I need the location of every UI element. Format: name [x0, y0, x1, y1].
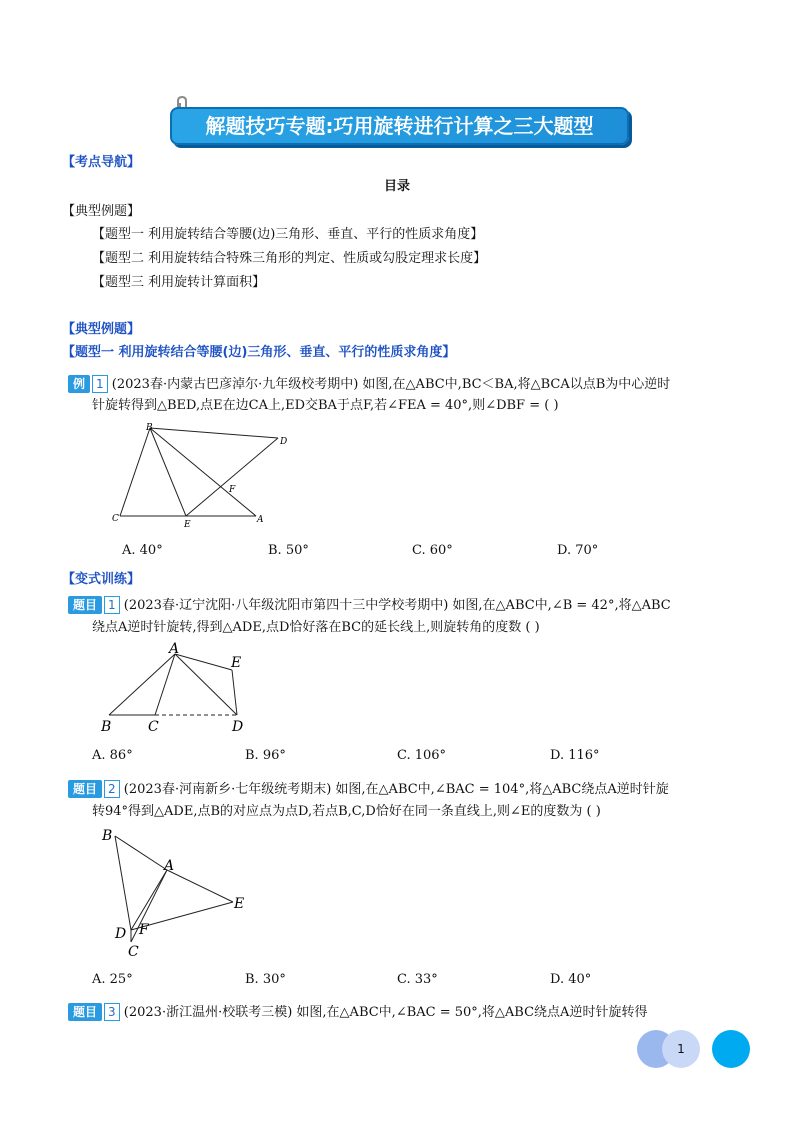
- segment-ed: [186, 438, 278, 516]
- q1-number: 1: [104, 596, 120, 614]
- example-1-option-a[interactable]: A. 40°: [122, 543, 163, 558]
- q2-option-d[interactable]: D. 40°: [550, 972, 592, 987]
- example-1-figure: [108, 420, 298, 532]
- q1-label-b: B: [101, 719, 112, 735]
- q3-tag: 题目: [68, 1003, 102, 1021]
- q2-line-2: 转94°得到△ADE,点B的对应点为点D,若点B,C,D恰好在同一条直线上,则∠E的度数为 ( ): [92, 804, 601, 819]
- label-f: F: [229, 485, 236, 495]
- q1-tag: 题目: [68, 596, 102, 614]
- q2-option-c[interactable]: C. 33°: [397, 972, 438, 987]
- segment-ba: [150, 428, 256, 516]
- q2-figure: [95, 822, 265, 962]
- q2-label-f: F: [139, 922, 149, 938]
- segment-be: [150, 428, 186, 516]
- example-tag: 例: [68, 375, 90, 393]
- example-number: 1: [92, 375, 108, 393]
- q1-option-c[interactable]: C. 106°: [397, 748, 447, 763]
- toc-item-3[interactable]: 【题型三 利用旋转计算面积】: [92, 275, 266, 290]
- toc-item-1[interactable]: 【题型一 利用旋转结合等腰(边)三角形、垂直、平行的性质求角度】: [92, 227, 484, 242]
- example-1-text-1: (2023春·内蒙古巴彦淖尔·九年级校考期中) 如图,在△ABC中,BC＜BA,将△BCA以点B为中心逆时: [111, 377, 671, 392]
- example-1-line-1: [68, 375, 670, 395]
- variation-heading: 【变式训练】: [62, 572, 141, 587]
- q1-label-d: D: [232, 719, 244, 735]
- page-dot-right: [712, 1030, 750, 1068]
- q3-line-1: [68, 1003, 647, 1023]
- q2-tag: 题目: [68, 780, 102, 798]
- label-e: E: [184, 520, 191, 530]
- q2-text-1: (2023春·河南新乡·七年级统考期末) 如图,在△ABC中,∠BAC = 104°,将△ABC绕点A逆时针旋: [123, 782, 669, 797]
- q2-label-b: B: [102, 828, 113, 844]
- examples-heading: 【典型例题】: [62, 322, 141, 337]
- q2-number: 2: [104, 780, 120, 798]
- q1-label-e: E: [231, 655, 242, 671]
- page-title: 解题技巧专题:巧用旋转进行计算之三大题型: [170, 107, 629, 145]
- q3-text-1: (2023·浙江温州·校联考三模) 如图,在△ABC中,∠BAC = 50°,将△ABC绕点A逆时针旋转得: [123, 1005, 648, 1020]
- q2-label-e: E: [234, 896, 245, 912]
- q1-line-2: 绕点A逆时针旋转,得到△ADE,点D恰好落在BC的延长线上,则旋转角的度数 ( ): [92, 620, 540, 635]
- q2-label-d: D: [115, 926, 127, 942]
- q1-label-c: C: [148, 719, 159, 735]
- q1-option-a[interactable]: A. 86°: [92, 748, 133, 763]
- q1-label-a: A: [169, 641, 180, 657]
- toc-section: 【典型例题】: [62, 204, 141, 219]
- label-b: B: [146, 423, 153, 433]
- label-a: A: [257, 515, 264, 525]
- label-c: C: [112, 514, 119, 524]
- q2-option-a[interactable]: A. 25°: [92, 972, 133, 987]
- example-1-option-b[interactable]: B. 50°: [268, 543, 309, 558]
- toc-item-2[interactable]: 【题型二 利用旋转结合特殊三角形的判定、性质或勾股定理求长度】: [92, 251, 487, 266]
- q1-option-b[interactable]: B. 96°: [245, 748, 286, 763]
- q2-line-1: [68, 780, 669, 800]
- example-1-option-c[interactable]: C. 60°: [412, 543, 453, 558]
- type1-heading: 【题型一 利用旋转结合等腰(边)三角形、垂直、平行的性质求角度】: [62, 345, 456, 360]
- page-number: 1: [662, 1030, 700, 1068]
- q1-figure: [95, 640, 265, 735]
- example-1-line-2: 针旋转得到△BED,点E在边CA上,ED交BA于点F,若∠FEA = 40°,则∠DBF = ( ): [92, 398, 559, 413]
- toc-title: 目录: [384, 179, 411, 194]
- nav-heading: 【考点导航】: [62, 155, 141, 170]
- q2-option-b[interactable]: B. 30°: [245, 972, 286, 987]
- label-d: D: [280, 437, 288, 447]
- q2-label-a: A: [164, 858, 175, 874]
- q1-text-1: (2023春·辽宁沈阳·八年级沈阳市第四十三中学校考期中) 如图,在△ABC中,∠B = 42°,将△ABC: [123, 598, 671, 613]
- segment-bc: [120, 428, 150, 516]
- segment-bd: [150, 428, 278, 438]
- q3-number: 3: [104, 1003, 120, 1021]
- q1-option-d[interactable]: D. 116°: [550, 748, 600, 763]
- q1-line-1: [68, 596, 671, 616]
- example-1-option-d[interactable]: D. 70°: [557, 543, 599, 558]
- q2-label-c: C: [128, 944, 139, 960]
